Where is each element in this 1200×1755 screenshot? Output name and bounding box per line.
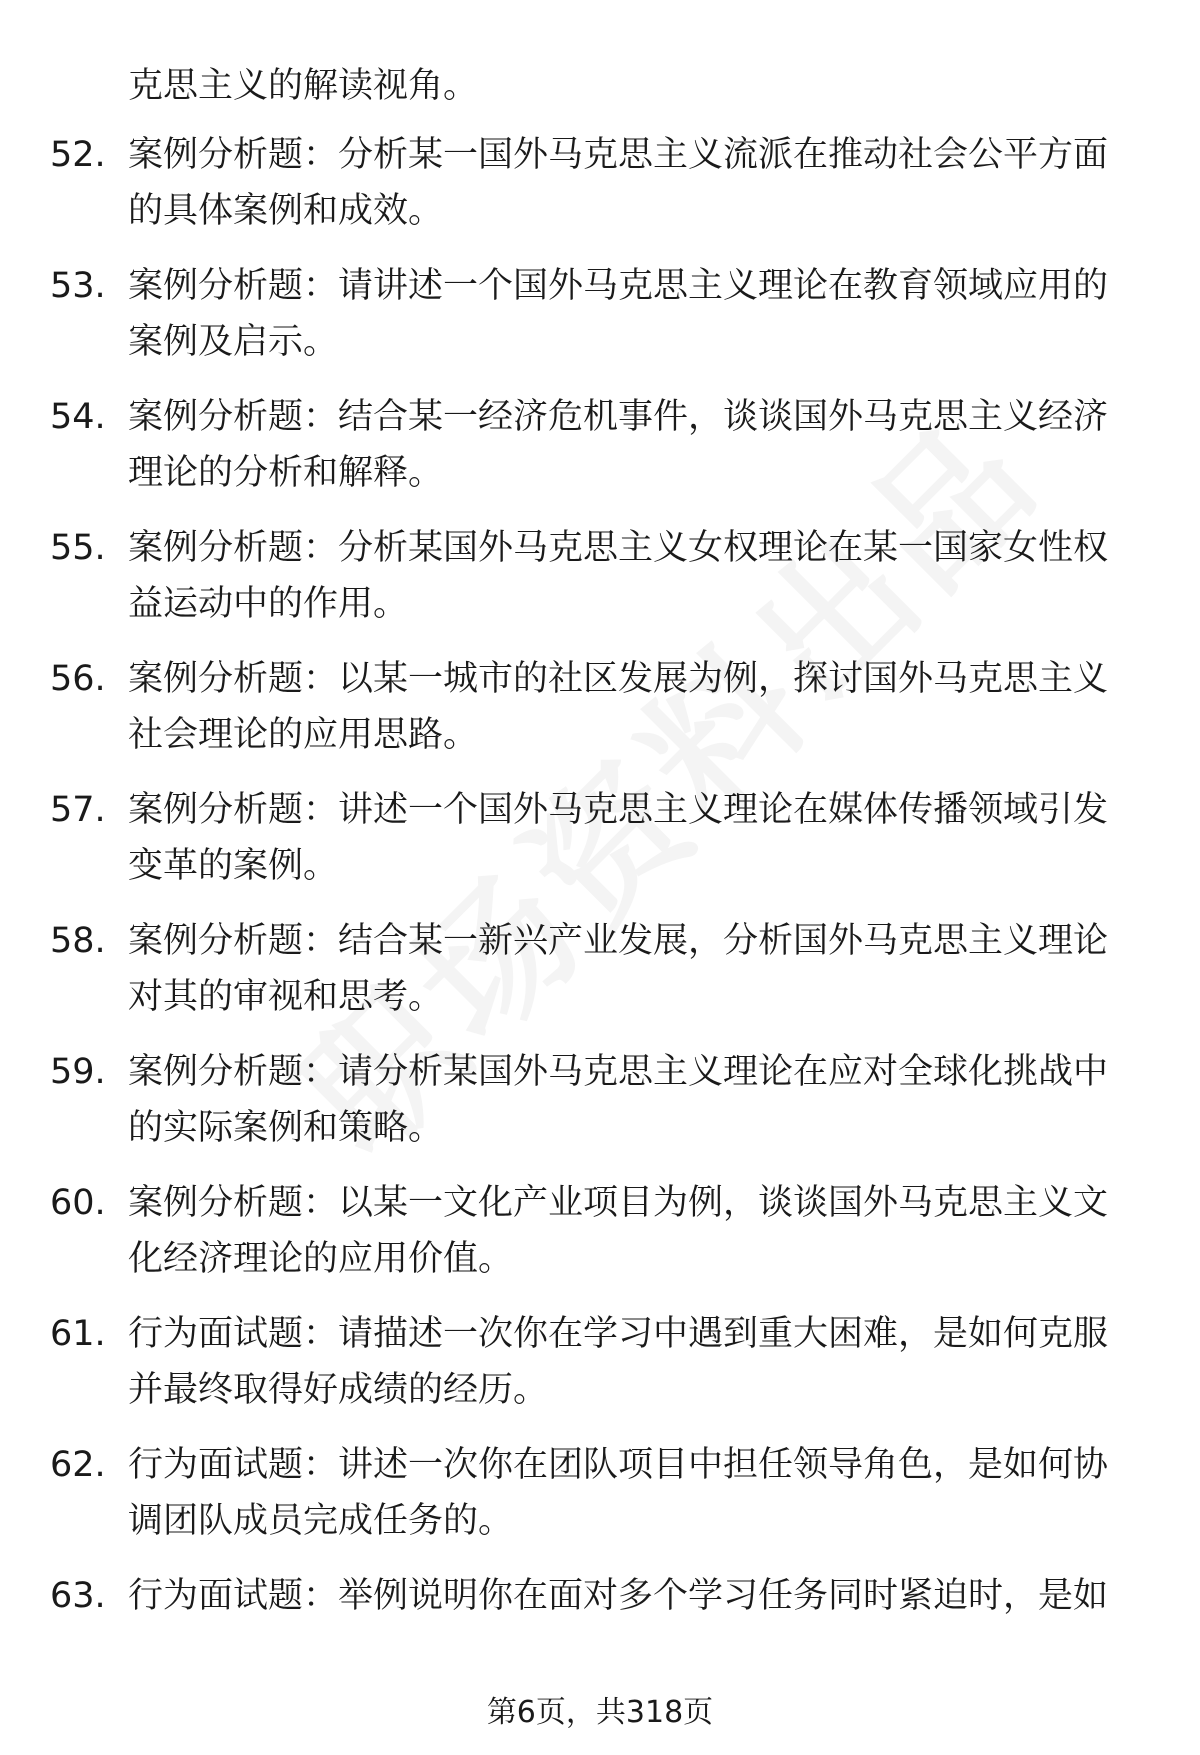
question-item [0, 1306, 1200, 1437]
question-number: 58. [50, 921, 106, 961]
question-text: 案例分析题：分析某一国外马克思主义流派在推动社会公平方面的具体案例和成效。 [128, 135, 1109, 231]
question-text: 行为面试题：讲述一次你在团队项目中担任领导角色，是如何协调团队成员完成任务的。 [128, 1445, 1109, 1541]
question-number: 63. [50, 1576, 106, 1616]
question-text: 行为面试题：举例说明你在面对多个学习任务同时紧迫时，是如 [128, 1576, 1109, 1616]
question-number: 55. [50, 528, 106, 568]
question-text: 案例分析题：讲述一个国外马克思主义理论在媒体传播领域引发变革的案例。 [128, 790, 1109, 886]
question-item [0, 782, 1200, 913]
question-text: 案例分析题：分析某国外马克思主义女权理论在某一国家女性权益运动中的作用。 [128, 528, 1109, 624]
question-number: 59. [50, 1052, 106, 1092]
question-item [0, 651, 1200, 782]
question-list [0, 127, 1200, 1699]
continuation-text: 克思主义的解读视角。 [128, 66, 479, 106]
question-text: 案例分析题：请分析某国外马克思主义理论在应对全球化挑战中的实际案例和策略。 [128, 1052, 1109, 1148]
question-item [0, 913, 1200, 1044]
question-item [0, 127, 1200, 258]
question-number: 52. [50, 135, 106, 175]
question-text: 案例分析题：以某一文化产业项目为例，谈谈国外马克思主义文化经济理论的应用价值。 [128, 1183, 1109, 1279]
question-text: 案例分析题：结合某一新兴产业发展，分析国外马克思主义理论对其的审视和思考。 [128, 921, 1109, 1017]
question-number: 56. [50, 659, 106, 699]
question-item [0, 389, 1200, 520]
question-text: 案例分析题：以某一城市的社区发展为例，探讨国外马克思主义社会理论的应用思路。 [128, 659, 1109, 755]
question-number: 57. [50, 790, 106, 830]
question-number: 60. [50, 1183, 106, 1223]
question-text: 行为面试题：请描述一次你在学习中遇到重大困难，是如何克服并最终取得好成绩的经历。 [128, 1314, 1109, 1410]
question-number: 54. [50, 397, 106, 437]
question-number: 53. [50, 266, 106, 306]
page-footer: 第6页，共318页 [486, 1695, 714, 1730]
question-text: 案例分析题：结合某一经济危机事件，谈谈国外马克思主义经济理论的分析和解释。 [128, 397, 1109, 493]
question-text: 案例分析题：请讲述一个国外马克思主义理论在教育领域应用的案例及启示。 [128, 266, 1109, 362]
question-item [0, 1568, 1200, 1699]
question-number: 61. [50, 1314, 106, 1354]
question-item [0, 1437, 1200, 1568]
question-item [0, 1175, 1200, 1306]
question-item [0, 520, 1200, 651]
question-number: 62. [50, 1445, 106, 1485]
question-item [0, 258, 1200, 389]
question-item [0, 1044, 1200, 1175]
